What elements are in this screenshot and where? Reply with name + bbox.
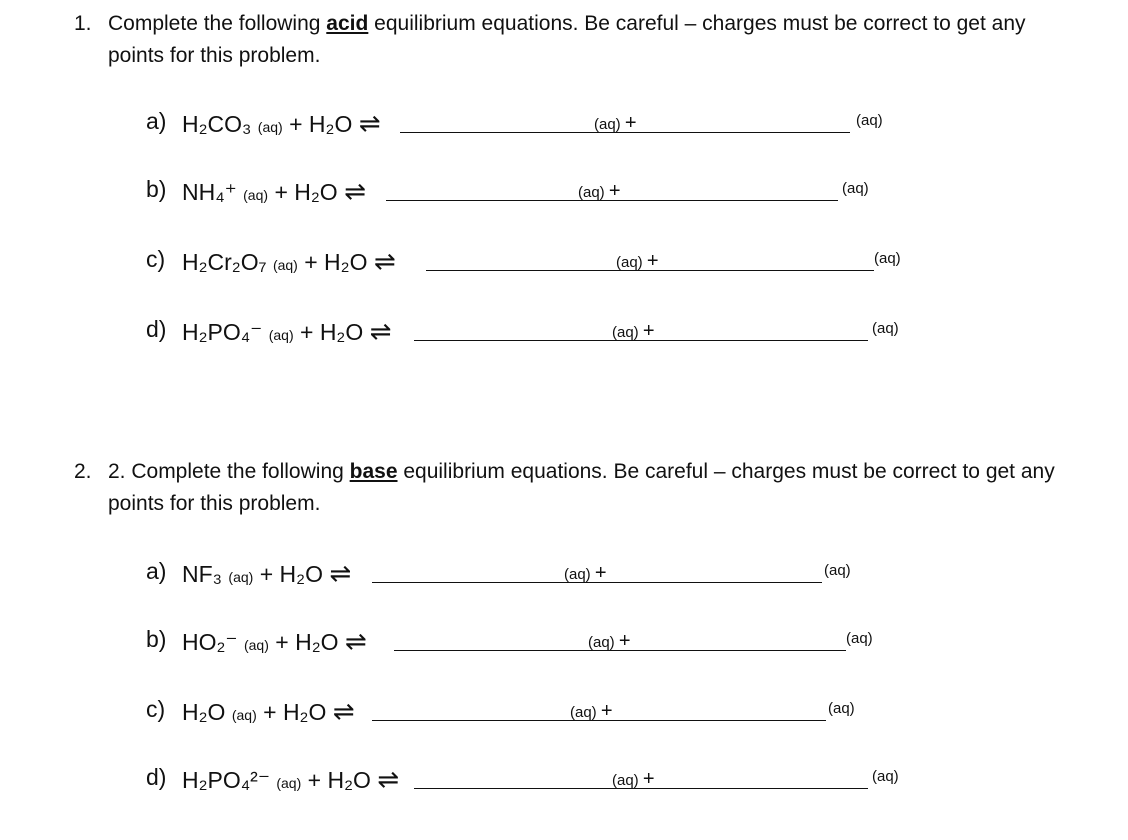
aq-plus: (aq) + [594,112,637,134]
aq-tag: (aq) [872,320,899,337]
answer-blank-2[interactable] [678,270,874,271]
aq-tag: (aq) [846,630,873,647]
reactant-side: H₂Cr₂O₇ (aq) + H₂O ⇌ [182,246,396,276]
equation-label: c) [146,246,166,272]
equation-label: d) [146,764,167,790]
aq-tag: (aq) [842,180,869,197]
acid-equation-b [146,176,906,216]
equation-label: a) [146,558,167,584]
answer-blank-2[interactable] [666,132,850,133]
aq-plus: (aq) + [588,630,631,652]
keyword-base: base [349,460,398,483]
question-2 [74,456,1064,520]
aq-plus: (aq) + [570,700,613,722]
aq-plus: (aq) + [564,562,607,584]
reactant-side: H₂O (aq) + H₂O ⇌ [182,696,355,726]
question-1-text: Complete the following acid equilibrium equations. Be careful – charges must be correct to get any points for this problem. [108,12,1026,67]
equation-label: c) [146,696,166,722]
answer-blank-2[interactable] [678,788,868,789]
question-2-text: 2. Complete the following base equilibrium equations. Be careful – charges must be correct to get any points for this problem. [108,460,1055,515]
answer-blank-2[interactable] [636,720,826,721]
reactant-side: H₂CO₃ (aq) + H₂O ⇌ [182,108,381,138]
aq-tag: (aq) [874,250,901,267]
question-1-number: 1. [74,12,92,35]
keyword-acid: acid [326,12,369,35]
reactant-side: NF₃ (aq) + H₂O ⇌ [182,558,352,588]
aq-plus: (aq) + [578,180,621,202]
equation-label: b) [146,176,167,202]
aq-tag: (aq) [872,768,899,785]
base-equation-a [146,558,886,598]
acid-equation-d [146,316,926,356]
answer-blank-2[interactable] [678,340,868,341]
answer-blank-2[interactable] [652,650,846,651]
answer-blank-2[interactable] [642,200,838,201]
reactant-side: NH₄⁺ (aq) + H₂O ⇌ [182,176,366,206]
reactant-side: H₂PO₄²⁻ (aq) + H₂O ⇌ [182,764,400,794]
aq-tag: (aq) [856,112,883,129]
answer-blank-2[interactable] [626,582,822,583]
question-2-number: 2. [74,460,92,483]
reactant-side: H₂PO₄⁻ (aq) + H₂O ⇌ [182,316,392,346]
aq-plus: (aq) + [612,320,655,342]
equation-label: d) [146,316,167,342]
base-equation-d [146,764,926,804]
aq-tag: (aq) [824,562,851,579]
equation-label: a) [146,108,167,134]
acid-equation-a [146,108,906,148]
base-equation-b [146,626,906,666]
equation-label: b) [146,626,167,652]
aq-plus: (aq) + [616,250,659,272]
aq-plus: (aq) + [612,768,655,790]
reactant-side: HO₂⁻ (aq) + H₂O ⇌ [182,626,367,656]
acid-equation-c [146,246,926,286]
base-equation-c [146,696,886,736]
aq-tag: (aq) [828,700,855,717]
question-1 [74,8,1064,72]
